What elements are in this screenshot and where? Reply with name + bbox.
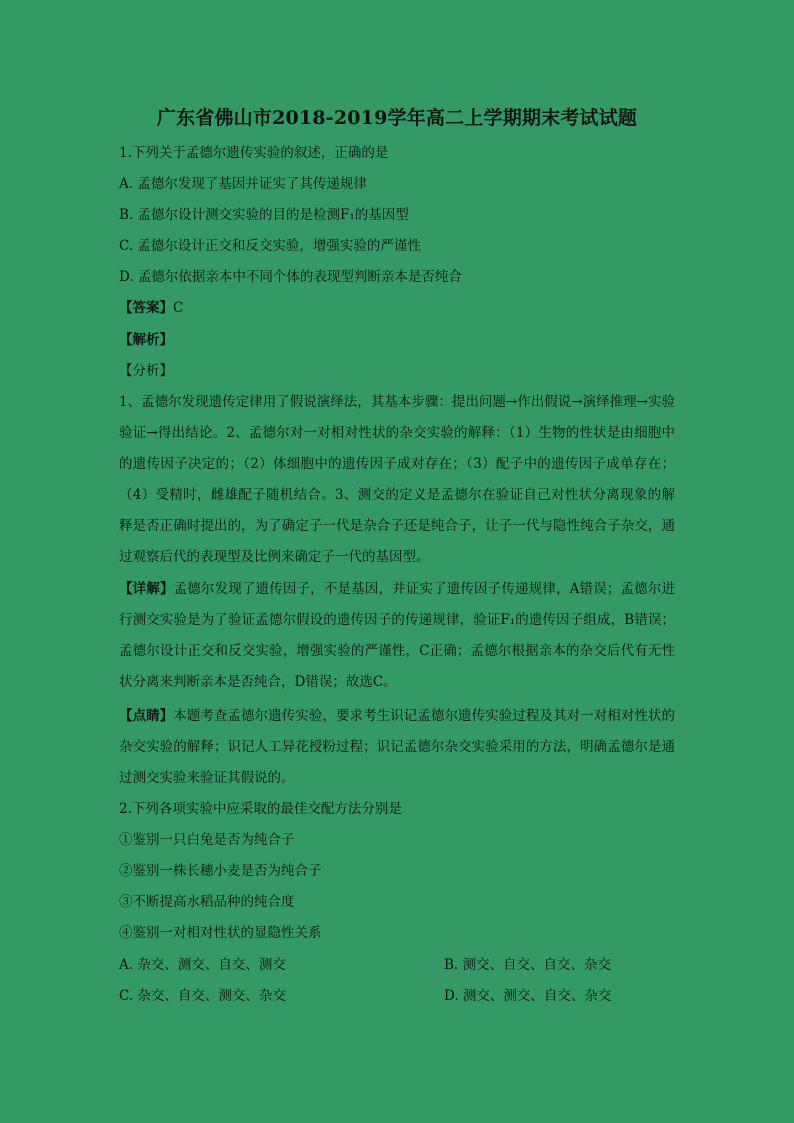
q2-option-d: D. 测交、测交、自交、杂交 [444, 988, 612, 1004]
point-text: 本题考查孟德尔遗传实验，要求考生识记孟德尔遗传实验过程及其对一对相对性状的杂交实验的解释；识记人工异花授粉过程；识记孟德尔杂交实验采用的方法，明确孟德尔是通过测交实验来验证其假说的。 [119, 708, 675, 786]
analysis-label: 【解析】 [119, 332, 173, 348]
fenxi-label: 【分析】 [119, 363, 173, 379]
answer-value: C [173, 300, 184, 316]
answer-label: 【答案】 [119, 300, 173, 316]
detail-label: 【详解】 [119, 581, 174, 597]
detail-text: 孟德尔发现了遗传因子，不是基因，并证实了遗传因子传递规律，A错误；孟德尔进行测交实验是为了验证孟德尔假设的遗传因子的传递规律，验证F₁的遗传因子组成，B错误；孟德尔设计正交和反交实验，增强实验的严谨性，C正确；孟德尔根据亲本的杂交后代有无性状分离来判断亲本是否纯合，D错误；故选C。 [119, 581, 675, 690]
q1-option-b: B. 孟德尔设计测交实验的目的是检测F₁的基因型 [119, 207, 409, 223]
q1-option-a: A. 孟德尔发现了基因并证实了其传递规律 [119, 176, 367, 192]
point-label: 【点睛】 [119, 708, 174, 724]
detail-paragraph [119, 574, 675, 698]
q2-option-a: A. 杂交、测交、自交、测交 [119, 957, 286, 973]
q2-item-1: ①鉴别一只白兔是否为纯合子 [119, 832, 295, 848]
q1-answer [119, 300, 183, 317]
q1-stem: 1.下列关于孟德尔遗传实验的叙述，正确的是 [119, 145, 389, 161]
q1-option-c: C. 孟德尔设计正交和反交实验，增强实验的严谨性 [119, 238, 421, 254]
q2-option-c: C. 杂交、自交、测交、杂交 [119, 988, 286, 1004]
page-title: 广东省佛山市2018-2019学年高二上学期期末考试试题 [156, 107, 638, 129]
fenxi-paragraph: 1、孟德尔发现遗传定律用了假说演绎法，其基本步骤：提出问题→作出假说→演绎推理→实验验证→得出结论。2、孟德尔对一对相对性状的杂交实验的解释：（1）生物的性状是由细胞中的遗传因子决定的；（2）体细胞中的遗传因子成对存在；（3）配子中的遗传因子成单存在；（4）受精时，雌雄配子随机结合。3、测交的定义是孟德尔在验证自己对性状分离现象的解释是否正确时提出的，为了确定子一代是杂合子还是纯合子，让子一代与隐性纯合子杂交，通过观察后代的表现型及比例来确定子一代的基因型。 [119, 394, 675, 565]
q1-option-d: D. 孟德尔依据亲本中不同个体的表现型判断亲本是否纯合 [119, 269, 462, 285]
q2-item-3: ③不断提高水稻品种的纯合度 [119, 894, 295, 910]
point-paragraph [119, 701, 675, 794]
q2-item-4: ④鉴别一对相对性状的显隐性关系 [119, 925, 322, 941]
q2-option-b: B. 测交、自交、自交、杂交 [444, 957, 612, 973]
q2-stem: 2.下列各项实验中应采取的最佳交配方法分别是 [119, 801, 402, 817]
q2-item-2: ②鉴别一株长穗小麦是否为纯合子 [119, 863, 322, 879]
